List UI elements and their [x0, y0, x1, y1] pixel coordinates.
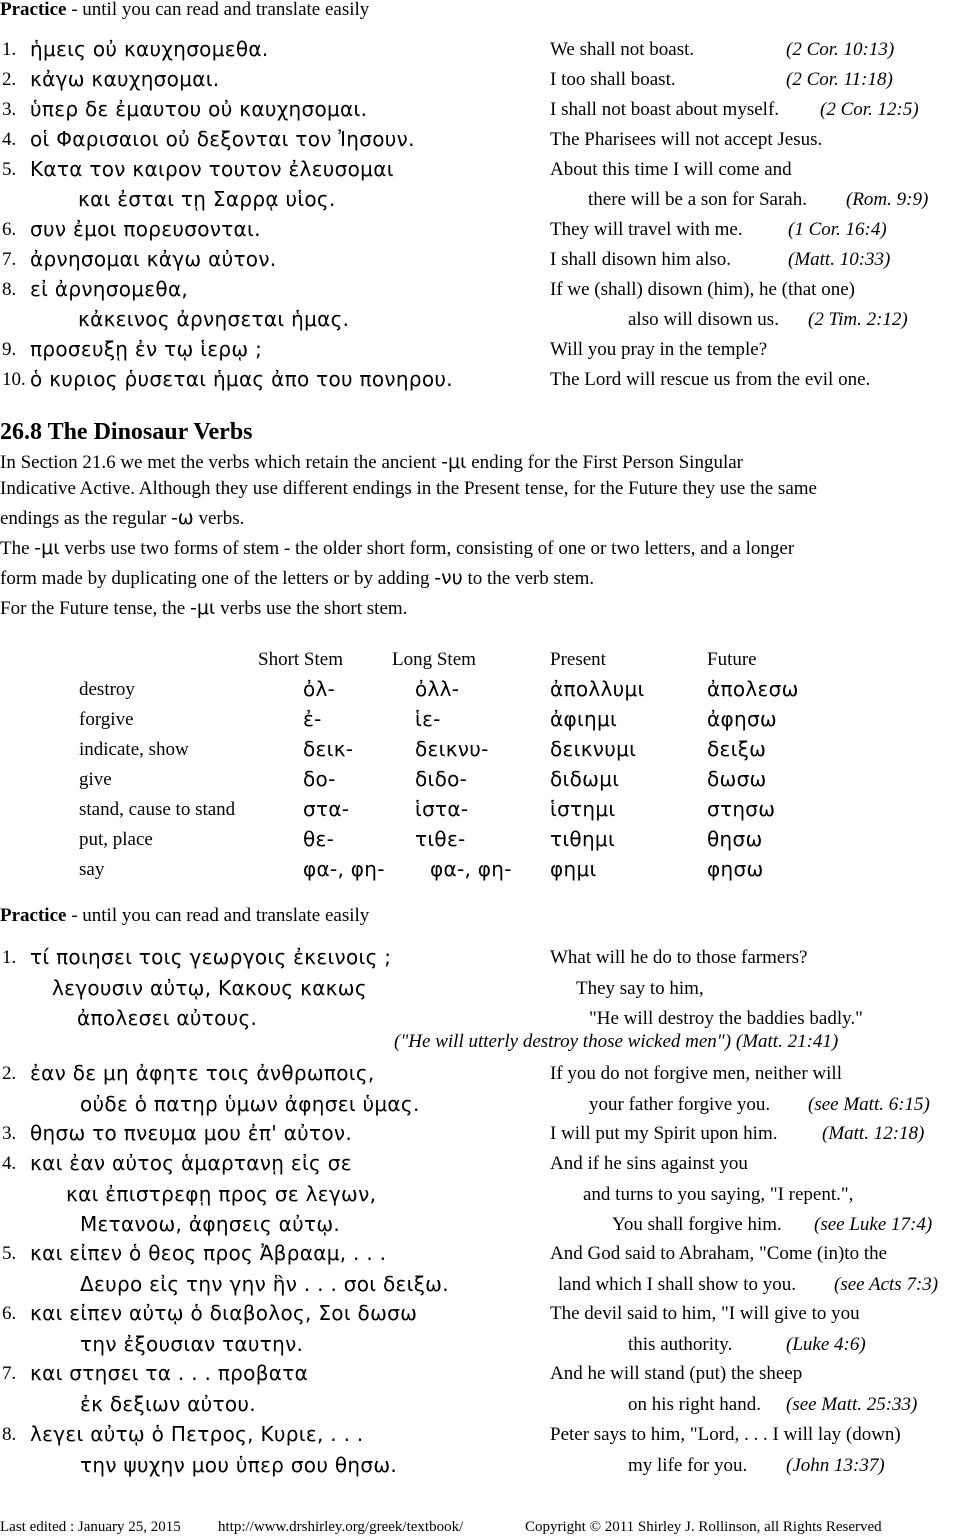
practice-item-english: You shall forgive him.	[612, 1214, 782, 1235]
table-cell-present: φημι	[550, 857, 597, 881]
practice-item-reference: (see Matt. 6:15)	[808, 1094, 930, 1115]
table-cell-present: δεικνυμι	[550, 737, 637, 761]
section-text: verbs.	[193, 508, 245, 529]
table-cell-present: ἀπολλυμι	[550, 677, 645, 701]
practice-item-reference: (see Luke 17:4)	[814, 1214, 933, 1235]
table-cell-long-stem: ἱστα-	[415, 797, 469, 821]
practice-item-english: I too shall boast.	[550, 69, 676, 90]
section-paragraph-line	[0, 537, 794, 560]
practice-heading-rest: - until you can read and translate easily	[66, 905, 370, 926]
practice-item-greek: συν ἐμοι πορευσονται.	[30, 217, 261, 241]
practice-item-reference: (Luke 4:6)	[786, 1334, 866, 1355]
practice-item-reference: (Matt. 12:18)	[822, 1123, 925, 1144]
practice-item-english: We shall not boast.	[550, 39, 695, 60]
section-paragraph-line	[0, 597, 407, 620]
practice-item-number: 10.	[2, 369, 26, 390]
practice-heading-rest: - until you can read and translate easily	[66, 0, 370, 20]
practice-item-number: 4.	[2, 1153, 17, 1174]
practice-item-reference: ("He will utterly destroy those wicked men") (Matt. 21:41)	[394, 1031, 839, 1052]
table-cell-present: τιθημι	[550, 827, 616, 851]
practice-item-greek: ὑπερ δε ἐμαυτου οὐ καυχησομαι.	[30, 97, 368, 121]
practice-item-greek: οἱ Φαρισαιοι οὐ δεξονται τον Ἰησουν.	[30, 127, 415, 151]
practice-item-number: 3.	[2, 1123, 17, 1144]
table-cell-future: φησω	[707, 857, 764, 881]
practice-item-english: your father forgive you.	[589, 1094, 771, 1115]
practice-item-english: my life for you.	[628, 1455, 748, 1476]
table-cell-meaning: say	[79, 859, 105, 880]
practice-item-english: land which I shall show to you.	[558, 1274, 797, 1295]
table-cell-meaning: put, place	[79, 829, 153, 850]
practice-item-number: 1.	[2, 947, 17, 968]
table-cell-future: δειξω	[707, 737, 767, 761]
table-cell-present: ἱστημι	[550, 797, 616, 821]
table-cell-short-stem: στα-	[303, 797, 350, 821]
practice-item-number: 8.	[2, 279, 17, 300]
table-cell-present: διδωμι	[550, 767, 620, 791]
section-text: For the Future tense, the	[0, 598, 190, 619]
greek-ending: -μι	[34, 537, 60, 559]
practice-item-greek: και εἰπεν αὐτῳ ὁ διαβολος, Σοι δωσω	[30, 1301, 418, 1325]
practice-item-english: this authority.	[628, 1334, 733, 1355]
practice-item-english: there will be a son for Sarah.	[588, 189, 807, 210]
table-cell-short-stem: ἐ-	[303, 707, 322, 731]
practice-item-greek: κἀγω καυχησομαι.	[30, 67, 220, 91]
practice-item-english: And he will stand (put) the sheep	[550, 1363, 803, 1384]
table-header-present: Present	[550, 649, 606, 670]
practice-item-greek: και ἐπιστρεφῃ προς σε λεγων,	[66, 1182, 377, 1206]
practice-item-greek: ἀπολεσει αὐτους.	[77, 1006, 258, 1030]
practice-item-greek: προσευξῃ ἐν τῳ ἱερῳ ;	[30, 337, 263, 361]
table-cell-meaning: destroy	[79, 679, 135, 700]
table-cell-future: δωσω	[707, 767, 767, 791]
practice-item-english: on his right hand.	[628, 1394, 761, 1415]
practice-item-english: What will he do to those farmers?	[550, 947, 808, 968]
practice-item-english: If you do not forgive men, neither will	[550, 1063, 842, 1084]
practice-item-greek: κἀκεινος ἀρνησεται ἡμας.	[78, 307, 350, 331]
table-cell-short-stem: φα-, φη-	[303, 857, 385, 881]
table-cell-future: θησω	[707, 827, 763, 851]
greek-ending: -μι	[189, 597, 216, 619]
table-cell-present: ἀφιημι	[550, 707, 618, 731]
table-cell-meaning: forgive	[79, 709, 134, 730]
greek-ending: -ω	[170, 507, 194, 529]
practice-item-greek: την ψυχην μου ὑπερ σου θησω.	[80, 1453, 398, 1477]
section-paragraph-line	[0, 507, 244, 530]
table-cell-short-stem: δο-	[303, 767, 336, 791]
practice-item-english: They say to him,	[576, 978, 704, 999]
section-text: In Section 21.6 we met the verbs which retain the ancient	[0, 452, 442, 473]
table-cell-meaning: indicate, show	[79, 739, 189, 760]
practice-item-english: Peter says to him, "Lord, . . . I will lay (down)	[550, 1424, 901, 1445]
practice-item-greek: λεγει αὐτῳ ὁ Πετρος, Κυριε, . . .	[30, 1422, 364, 1446]
practice-item-number: 2.	[2, 69, 17, 90]
table-cell-short-stem: ὀλ-	[303, 677, 336, 701]
table-cell-long-stem: δεικνυ-	[415, 737, 489, 761]
practice-item-number: 1.	[2, 39, 17, 60]
section-text: The	[0, 538, 35, 559]
practice-item-english: Will you pray in the temple?	[550, 339, 768, 360]
table-cell-future: ἀφησω	[707, 707, 777, 731]
table-cell-meaning: stand, cause to stand	[79, 799, 236, 820]
practice-item-english: About this time I will come and	[550, 159, 792, 180]
footer-copyright: Copyright © 2011 Shirley J. Rollinson, all Rights Reserved	[525, 1519, 882, 1535]
practice-item-number: 4.	[2, 129, 17, 150]
table-cell-short-stem: δεικ-	[303, 737, 354, 761]
practice-item-reference: (1 Cor. 16:4)	[788, 219, 887, 240]
practice-item-reference: (2 Cor. 10:13)	[786, 39, 895, 60]
table-cell-long-stem: τιθε-	[415, 827, 466, 851]
practice-item-greek: λεγουσιν αὐτῳ, Κακους κακως	[52, 976, 367, 1000]
section-text: ending for the First Person Singular	[466, 452, 743, 473]
practice-item-english: I shall disown him also.	[550, 249, 732, 270]
practice-item-greek: Δευρο εἰς την γην ἣν . . . σοι δειξω.	[80, 1272, 449, 1296]
practice-item-greek: θησω το πνευμα μου ἐπ' αὐτον.	[30, 1121, 353, 1145]
table-cell-future: στησω	[707, 797, 776, 821]
practice-item-greek: Κατα τον καιρον τουτον ἐλευσομαι	[30, 157, 394, 181]
practice-item-greek: την ἐξουσιαν ταυτην.	[80, 1332, 304, 1356]
practice-heading-bold: Practice	[0, 0, 67, 20]
practice-item-number: 7.	[2, 249, 17, 270]
practice-item-english: The Pharisees will not accept Jesus.	[550, 129, 823, 150]
practice-item-english: And if he sins against you	[550, 1153, 748, 1174]
practice-item-reference: (2 Tim. 2:12)	[808, 309, 908, 330]
practice-item-greek: ἡμεις οὐ καυχησομεθα.	[30, 37, 269, 61]
practice-item-greek: ὁ κυριος ῥυσεται ἡμας ἀπο του πονηρου.	[30, 367, 453, 391]
practice-item-english: and turns to you saying, "I repent.",	[583, 1184, 854, 1205]
footer-edited: Last edited : January 25, 2015	[0, 1519, 181, 1535]
practice-item-number: 6.	[2, 219, 17, 240]
practice-heading-bold: Practice	[0, 905, 67, 926]
section-text: endings as the regular	[0, 508, 171, 529]
section-title: 26.8 The Dinosaur Verbs	[0, 419, 253, 445]
practice-heading	[0, 905, 369, 927]
table-header-long-stem: Long Stem	[392, 649, 476, 670]
table-header-short-stem: Short Stem	[258, 649, 343, 670]
practice-item-english: The devil said to him, "I will give to you	[550, 1303, 860, 1324]
table-cell-long-stem: διδο-	[415, 767, 468, 791]
practice-item-greek: εἰ ἀρνησομεθα,	[30, 277, 189, 301]
section-paragraph-line: Indicative Active. Although they use different endings in the Present tense, for the Future they use the same	[0, 478, 817, 499]
table-cell-short-stem: θε-	[303, 827, 335, 851]
practice-item-number: 7.	[2, 1363, 17, 1384]
practice-item-greek: και ἐαν αὐτος ἁμαρτανῃ εἰς σε	[30, 1151, 352, 1175]
practice-item-reference: (2 Cor. 11:18)	[786, 69, 893, 90]
practice-item-english: also will disown us.	[628, 309, 779, 330]
greek-ending: -μι	[441, 451, 467, 473]
practice-item-english: And God said to Abraham, "Come (in)to the	[550, 1243, 888, 1264]
practice-item-greek: και εἰπεν ὁ θεος προς Ἀβρααμ, . . .	[30, 1241, 387, 1265]
practice-item-reference: (see Acts 7:3)	[834, 1274, 939, 1295]
practice-item-reference: (Rom. 9:9)	[846, 189, 929, 210]
practice-item-greek: οὐδε ὁ πατηρ ὑμων ἀφησει ὑμας.	[80, 1092, 420, 1116]
table-cell-long-stem: ὀλλ-	[415, 677, 460, 701]
table-cell-future: ἀπολεσω	[707, 677, 799, 701]
practice-item-english: The Lord will rescue us from the evil one.	[550, 369, 871, 390]
practice-item-greek: και στησει τα . . . προβατα	[30, 1361, 309, 1385]
table-header-future: Future	[707, 649, 757, 670]
practice-item-english: If we (shall) disown (him), he (that one)	[550, 279, 855, 300]
section-text: form made by duplicating one of the letters or by adding	[0, 568, 435, 589]
section-text: verbs use two forms of stem - the older short form, consisting of one or two letters, and a longer	[59, 538, 795, 559]
practice-heading	[0, 0, 369, 21]
practice-item-greek: ἐαν δε μη ἀφητε τοις ἀνθρωποις,	[30, 1061, 375, 1085]
practice-item-reference: (Matt. 10:33)	[788, 249, 891, 270]
practice-item-number: 2.	[2, 1063, 17, 1084]
practice-item-reference: (2 Cor. 12:5)	[820, 99, 919, 120]
practice-item-number: 8.	[2, 1424, 17, 1445]
practice-item-reference: (John 13:37)	[786, 1455, 885, 1476]
practice-item-greek: τί ποιησει τοις γεωργοις ἐκεινοις ;	[30, 945, 392, 969]
practice-item-number: 5.	[2, 1243, 17, 1264]
section-paragraph-line	[0, 451, 743, 474]
practice-item-greek: ἐκ δεξιων αὐτου.	[80, 1392, 256, 1416]
table-cell-meaning: give	[79, 769, 112, 790]
practice-item-number: 3.	[2, 99, 17, 120]
practice-item-english: "He will destroy the baddies badly."	[589, 1008, 863, 1029]
section-text: to the verb stem.	[462, 568, 595, 589]
practice-item-number: 5.	[2, 159, 17, 180]
practice-item-greek: Μετανοω, ἀφησεις αὐτῳ.	[80, 1212, 341, 1236]
practice-item-english: They will travel with me.	[550, 219, 743, 240]
table-cell-long-stem: ἱε-	[415, 707, 441, 731]
practice-item-greek: ἀρνησομαι κἀγω αὐτον.	[30, 247, 277, 271]
practice-item-english: I will put my Spirit upon him.	[550, 1123, 778, 1144]
practice-item-number: 6.	[2, 1303, 17, 1324]
greek-ending: -νυ	[434, 567, 463, 589]
section-paragraph-line	[0, 567, 594, 590]
section-text: verbs use the short stem.	[215, 598, 408, 619]
table-cell-long-stem: φα-, φη-	[430, 857, 512, 881]
practice-item-greek: και ἐσται τῃ Σαρρᾳ υἱος.	[78, 187, 336, 211]
practice-item-number: 9.	[2, 339, 17, 360]
footer-url[interactable]: http://www.drshirley.org/greek/textbook/	[218, 1519, 464, 1535]
practice-item-reference: (see Matt. 25:33)	[786, 1394, 918, 1415]
practice-item-english: I shall not boast about myself.	[550, 99, 780, 120]
